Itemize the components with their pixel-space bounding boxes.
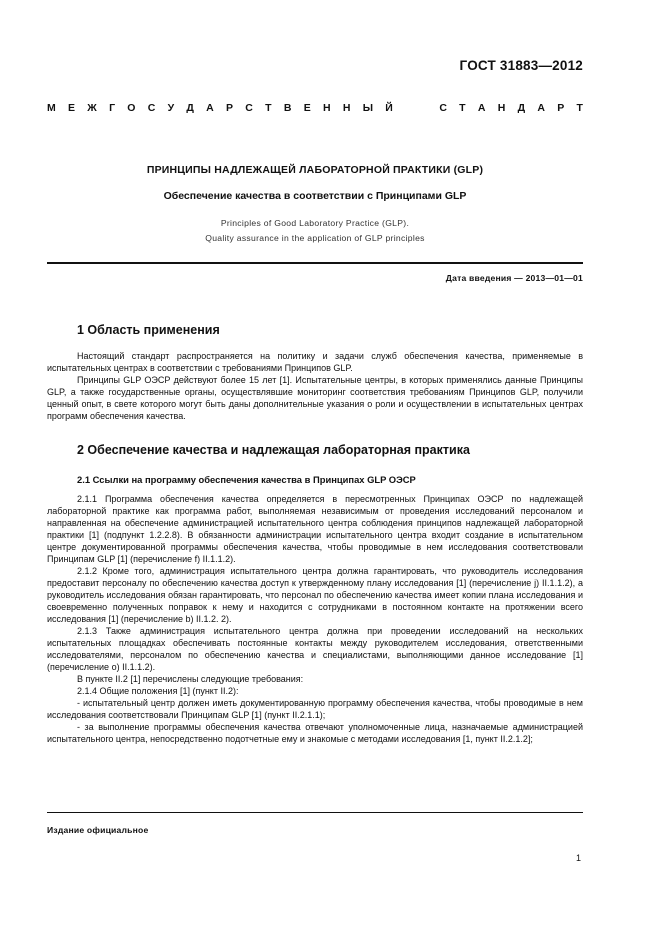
banner-letter: В — [283, 102, 292, 114]
section-1-body — [47, 350, 583, 422]
banner-letter: С — [439, 102, 447, 114]
banner-letter: С — [147, 102, 156, 114]
banner-letter: Д — [186, 102, 194, 114]
banner-letter: Й — [385, 102, 393, 114]
header-divider — [47, 262, 583, 264]
list-item: - испытательный центр должен иметь документированную программу обеспечения качества, чтобы проводимые в нем исследования соответствовали Принципам GLP [1] (пункт II.2.1.1); — [47, 698, 583, 720]
banner-word-gap — [405, 102, 427, 114]
section-2-body — [47, 493, 583, 745]
paragraph: 2.1.1 Программа обеспечения качества определяется в пересмотренных Принципах ОЭСР по надлежащей лабораторной практике как программа работ, выполняемая независимым от проведения исследований персоналом и направленная на обеспечение администрацией испытательного центра соблюдения принципов надлежащей лабораторной практики [1] (подпункт 1.2.2.8). В обязанности администрации испытательного центра входит создание в испытательном центре документированной программы обеспечения качества, чтобы проводимые в нем исследования соответствовали Принципам GLP [1] (перечисление f) II.1.1.2). — [47, 494, 583, 564]
banner-letter: Ж — [87, 102, 97, 114]
banner-letter: Н — [342, 102, 351, 114]
banner-letter: О — [127, 102, 136, 114]
banner-letter: Т — [265, 102, 272, 114]
paragraph: 2.1.4 Общие положения [1] (пункт II.2): — [77, 686, 239, 696]
banner-letter: Н — [322, 102, 331, 114]
section-1-heading: 1 Область применения — [77, 323, 220, 337]
banner-letter: Е — [303, 102, 311, 114]
paragraph: 2.1.2 Кроме того, администрация испытательного центра должна гарантировать, что руководитель исследования предоставит персоналу по обеспечению качества доступ к утвержденному плану исследования [1] (перечисление j) II.1.1.2), а руководитель исследования обязан гарантировать, что персонал по обеспечению качества имеет копии плана исследования и своевременно полученных поправок к нему и находится с сотрудниками в постоянном контакте на протяжении всего исследования [1] (перечисление b) II.1.2. 2). — [47, 566, 583, 624]
document-subtitle: Обеспечение качества в соответствии с Принципами GLP — [163, 190, 467, 202]
banner-letter: А — [477, 102, 486, 114]
banner-letter: Р — [226, 102, 234, 114]
official-edition-label: Издание официальное — [47, 825, 149, 835]
introduction-date: Дата введения — 2013—01—01 — [445, 273, 583, 283]
paragraph: Принципы GLP ОЭСР действуют более 15 лет [1]. Испытательные центры, в которых применялись данные Принципы GLP, а также государственные органы, осуществлявшие мониторинг соответствия требованиям Принципов GLP, получили ценный опыт, в свете которого могут быть даны дополнительные указания о роли и осуществлении в испытательных центрах программ обеспечения качества. — [47, 375, 583, 421]
banner-letter: А — [537, 102, 545, 114]
banner-letter: Д — [517, 102, 526, 114]
paragraph: 2.1.3 Также администрация испытательного центра должна при проведении исследований на нескольких испытательных площадках обеспечивать постоянные контакты между руководителем исследования, ответственными исследователями, персоналом по обеспечению качества и специалистами, выполняющими данное исследование [1] (перечисление о) II.1.1.2). — [47, 626, 583, 672]
banner-letter: Г — [109, 102, 116, 114]
english-title-line-2: Quality assurance in the application of GLP principles — [205, 233, 425, 243]
banner-letter: М — [47, 102, 56, 114]
list-item: - за выполнение программы обеспечения качества отвечают уполномоченные лица, назначаемые администрацией испытательного центра, непосредственно подотчетные ему и знакомые с методами исследования [1, пункт II.2.1.2]; — [47, 722, 583, 744]
english-title-line-1: Principles of Good Laboratory Practice (GLP). — [220, 218, 410, 228]
banner-letter: С — [245, 102, 253, 114]
interstate-standard-banner — [47, 102, 583, 114]
page-number: 1 — [575, 853, 581, 863]
footer-divider — [47, 812, 583, 813]
section-2-heading: 2 Обеспечение качества и надлежащая лабораторная практика — [77, 443, 470, 457]
banner-letter: Р — [557, 102, 565, 114]
paragraph: В пункте II.2 [1] перечислены следующие требования: — [77, 674, 304, 684]
standard-code: ГОСТ 31883—2012 — [459, 58, 583, 73]
paragraph: Настоящий стандарт распространяется на политику и задачи служб обеспечения качества, применяемые в испытательных центрах в соответствии с требованиями Принципов GLP. — [47, 351, 583, 373]
banner-letter: Т — [576, 102, 583, 114]
subsection-2-1-heading: 2.1 Ссылки на программу обеспечения качества в Принципах GLP ОЭСР — [77, 474, 416, 485]
document-title: ПРИНЦИПЫ НАДЛЕЖАЩЕЙ ЛАБОРАТОРНОЙ ПРАКТИКИ (GLP) — [146, 164, 484, 176]
banner-letter: Н — [497, 102, 506, 114]
banner-letter: Ы — [362, 102, 373, 114]
banner-letter: А — [206, 102, 214, 114]
banner-letter: У — [167, 102, 175, 114]
banner-letter: Т — [459, 102, 466, 114]
banner-letter: Е — [68, 102, 76, 114]
